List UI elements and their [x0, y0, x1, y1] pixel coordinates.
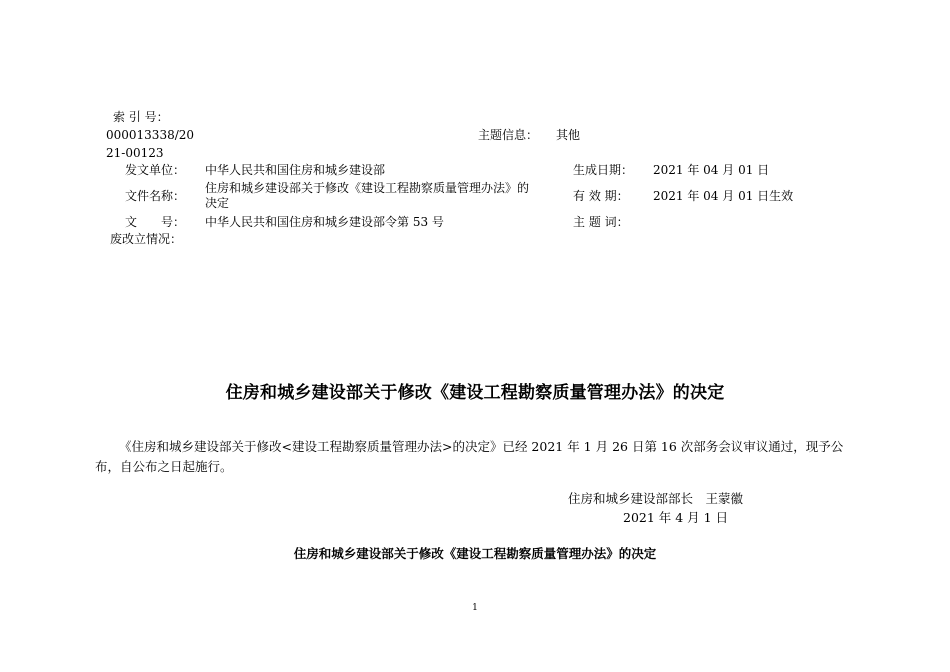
sign-date: 2021 年 4 月 1 日 — [623, 510, 729, 525]
issuer-label: 发文单位： — [125, 163, 186, 177]
topic-info-label: 主题信息： — [478, 128, 539, 142]
status-label: 废改立情况： — [110, 232, 183, 246]
document-subtitle: 住房和城乡建设部关于修改《建设工程勘察质量管理办法》的决定 — [293, 546, 657, 561]
document-paragraph: 《住房和城乡建设部关于修改<建设工程勘察质量管理办法>的决定》已经 2021 年 1 月 26 日第 16 次部务会议审议通过，现予公布，自公布之日起施行。 — [95, 439, 844, 474]
validity-label: 有 效 期： — [573, 189, 629, 203]
signatory: 住房和城乡建设部部长 王蒙徽 — [568, 491, 744, 506]
page-number: 1 — [472, 603, 478, 613]
created-date-value: 2021 年 04 月 01 日 — [653, 163, 770, 177]
index-value-line2: 21-00123 — [106, 146, 164, 160]
doc-number-value: 中华人民共和国住房和城乡建设部令第 53 号 — [205, 215, 444, 229]
index-label: 索 引 号： — [113, 110, 169, 124]
topic-info-value: 其他 — [556, 128, 581, 142]
validity-value: 2021 年 04 月 01 日生效 — [653, 189, 794, 203]
keywords-label: 主 题 词： — [573, 215, 629, 229]
index-value-line1: 000013338/20 — [106, 128, 195, 142]
document-title: 住房和城乡建设部关于修改《建设工程勘察质量管理办法》的决定 — [225, 383, 725, 403]
doc-name-value: 住房和城乡建设部关于修改《建设工程勘察质量管理办法》的决定 — [205, 181, 530, 210]
doc-name-label: 文件名称： — [125, 189, 186, 203]
issuer-value: 中华人民共和国住房和城乡建设部 — [205, 163, 386, 177]
created-date-label: 生成日期： — [573, 163, 634, 177]
doc-number-label: 文 号： — [125, 215, 186, 229]
